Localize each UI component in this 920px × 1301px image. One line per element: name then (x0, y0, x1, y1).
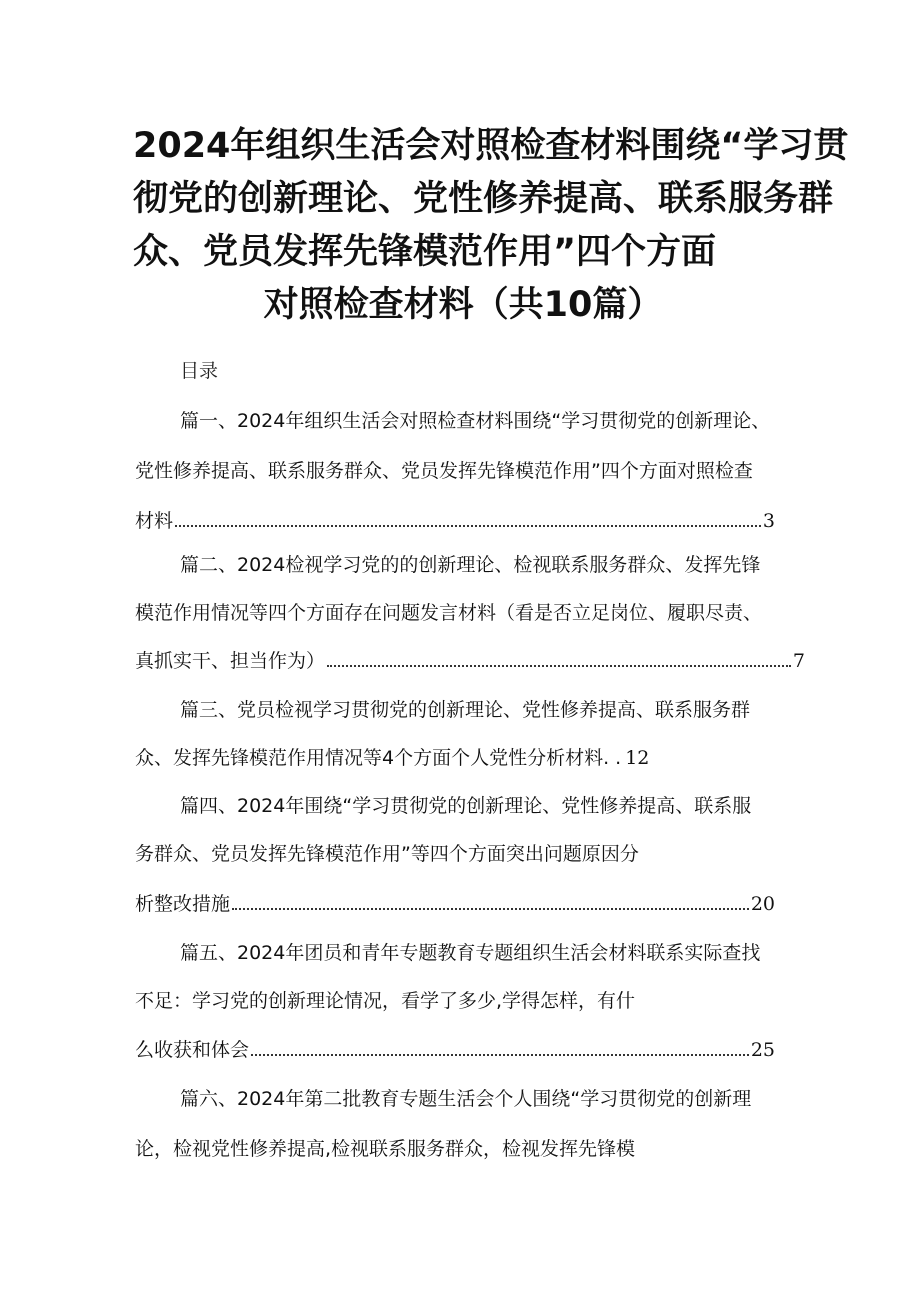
toc-entry-leader-line (135, 744, 685, 772)
toc-page-number: 20 (750, 893, 775, 915)
toc-heading: 目录 (180, 360, 219, 382)
toc-entry-text: 篇二、2024检视学习党的的创新理论、检视联系服务群众、发挥先锋 (180, 554, 761, 576)
dot-leader (251, 1036, 749, 1056)
document-title (133, 120, 849, 332)
toc-page-number: 12 (625, 747, 650, 769)
toc-entry-text: 篇五、2024年团员和青年专题教育专题组织生活会材料联系实际查找 (180, 942, 761, 964)
toc-entry-text: 篇三、党员检视学习贯彻党的创新理论、党性修养提高、联系服务群 (180, 699, 751, 721)
toc-entry-text: 模范作用情况等四个方面存在问题发言材料（看是否立足岗位、履职尽责、 (135, 602, 763, 624)
toc-entry-text: 篇一、2024年组织生活会对照检查材料围绕“学习贯彻党的创新理论、 (180, 410, 771, 432)
toc-page-number: 25 (750, 1039, 775, 1061)
dot-leader (327, 647, 791, 667)
toc-entry-leader-line (135, 507, 775, 535)
title-line-3: 众、党员发挥先锋模范作用”四个方面 (133, 232, 717, 272)
toc-entry-leader-line (135, 1036, 775, 1064)
toc-entry-text: 不足：学习党的创新理论情况，看学了多少,学得怎样，有什 (135, 990, 636, 1012)
dot-leader (232, 890, 749, 910)
toc-entry-text: 篇四、2024年围绕“学习贯彻党的创新理论、党性修养提高、联系服 (180, 795, 752, 817)
toc-entry-text: 篇六、2024年第二批教育专题生活会个人围绕“学习贯彻党的创新理 (180, 1088, 752, 1110)
toc-entry-text: 真抓实干、担当作为） (135, 650, 326, 672)
title-line-2: 彻党的创新理论、党性修养提高、联系服务群 (133, 179, 834, 219)
toc-entry-text: 材料 (135, 510, 174, 532)
toc-entry-text: 众、发挥先锋模范作用情况等4个方面个人党性分析材料. . (135, 747, 622, 769)
toc-page-number: 3 (762, 510, 775, 532)
dot-leader (175, 507, 761, 527)
toc-entry-text: 析整改措施 (135, 893, 231, 915)
toc-entry-leader-line (135, 647, 805, 675)
toc-entry-text: 党性修养提高、联系服务群众、党员发挥先锋模范作用”四个方面对照检查 (135, 460, 753, 482)
toc-entry-text: 么收获和体会 (135, 1039, 250, 1061)
toc-entry-leader-line (135, 890, 775, 918)
toc-page-number: 7 (792, 650, 805, 672)
toc-entry-text: 论，检视党性修养提高,检视联系服务群众，检视发挥先锋模 (135, 1138, 636, 1160)
title-line-4: 对照检查材料（共10篇） (263, 285, 663, 325)
toc-entry-text: 务群众、党员发挥先锋模范作用”等四个方面突出问题原因分 (135, 843, 639, 865)
title-line-1: 2024年组织生活会对照检查材料围绕“学习贯 (133, 126, 849, 166)
